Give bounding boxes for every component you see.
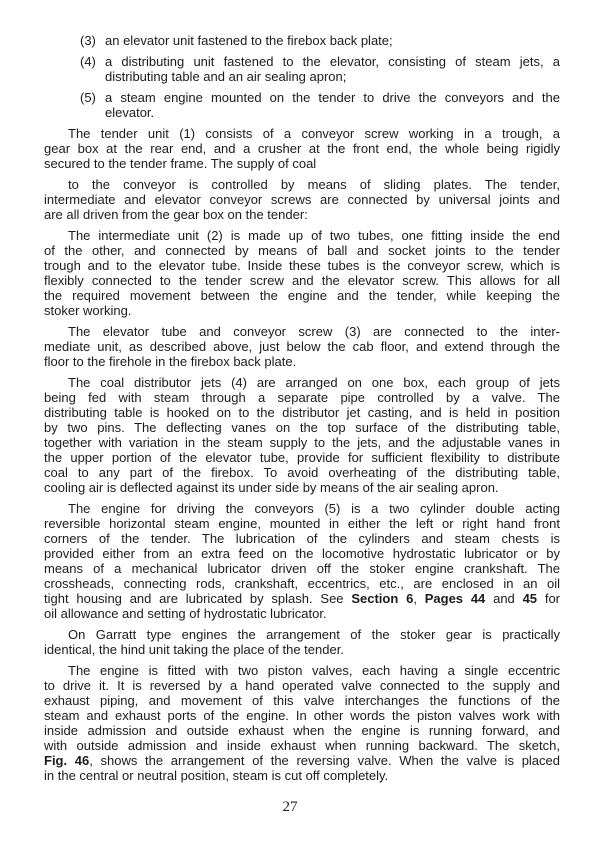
text-line: Fig. 46, shows the arrangement of the reversing valve. When the valve is placed: [44, 753, 560, 768]
paragraph: [44, 177, 560, 222]
text-line: mediate unit, as described above, just below the cab floor, and extend through the: [44, 339, 560, 354]
text-line: trough and to the elevator tube. Inside these tubes is the conveyor screw, which is: [44, 258, 560, 273]
text-line: The coal distributor jets (4) are arranged on one box, each group of jets: [68, 375, 560, 390]
text-line: provided either from an extra feed on the locomotive hydrostatic lubricator or by: [44, 546, 560, 561]
text-line: oil allowance and setting of hydrostatic lubricator.: [44, 606, 327, 621]
bold-text: 45: [522, 591, 538, 606]
text-line: are all driven from the gear box on the tender:: [44, 207, 308, 222]
text-line: floor to the firehole in the firebox back plate.: [44, 354, 297, 369]
list-item-marker: (4): [80, 54, 96, 69]
text-line: a distributing unit fastened to the elevator, consisting of steam jets, a: [105, 54, 560, 69]
list-item-marker: (3): [80, 33, 96, 48]
text-line: exhaust piping, and movement of this valve interchanges the functions of the: [44, 693, 560, 708]
text-line: corners of the tender. The lubrication of the cylinders and steam chests is: [44, 531, 560, 546]
text-line: distributing table is hooked on to the distributor jet casting, and is held in position: [44, 405, 560, 420]
text-line: stoker working.: [44, 303, 132, 318]
text-line: the required movement between the engine and the tender, while keeping the: [44, 288, 560, 303]
text-line: intermediate and elevator conveyor screws are connected by universal joints and: [44, 192, 560, 207]
text-line: The engine for driving the conveyors (5) is a two cylinder double acting: [68, 501, 560, 516]
text-line: distributing table and an air sealing apron;: [105, 69, 347, 84]
paragraph: [44, 627, 560, 657]
paragraph: [44, 126, 560, 171]
text-line: in the central or neutral position, steam is cut off completely.: [44, 768, 389, 783]
text-line: the upper portion of the elevator tube, provide for sufficient flexibility to distribute: [44, 450, 560, 465]
text-body: [44, 33, 560, 789]
text-line: cooling air is deflected against its under side by means of the air sealing apron.: [44, 480, 499, 495]
paragraph: [44, 324, 560, 369]
paragraph: [44, 663, 560, 783]
text-line: coal to any part of the firebox. To avoid overheating of the distributing table,: [44, 465, 560, 480]
text-line: with outside admission and inside exhaust when running backward. The sketch,: [44, 738, 560, 753]
text-line: by two pins. The deflecting vanes on the top surface of the distributing table,: [44, 420, 560, 435]
bold-text: Pages 44: [424, 591, 486, 606]
bold-text: Section 6: [351, 591, 414, 606]
text-line: an elevator unit fastened to the firebox back plate;: [105, 33, 393, 48]
text-line: means of a mechanical lubricator driven off the stoker engine crankshaft. The: [44, 561, 560, 576]
text-line: The intermediate unit (2) is made up of two tubes, one fitting inside the end: [68, 228, 560, 243]
paragraph: [44, 228, 560, 318]
text-line: identical, the hind unit taking the place of the tender.: [44, 642, 344, 657]
text-line: The engine is fitted with two piston valves, each having a single eccentric: [68, 663, 560, 678]
text-line: together with variation in the steam supply to the jets, and the adjustable vanes in: [44, 435, 560, 450]
list-item: [44, 33, 560, 48]
list-item: [44, 90, 560, 120]
list-item: [44, 54, 560, 84]
text-line: to the conveyor is controlled by means of sliding plates. The tender,: [68, 177, 560, 192]
text-line: inside admission and outside exhaust when the engine is running forward, and: [44, 723, 560, 738]
paragraph: [44, 501, 560, 621]
text-line: a steam engine mounted on the tender to drive the conveyors and the: [105, 90, 560, 105]
text-line: tight housing and are lubricated by splash. See Section 6, Pages 44 and 45 for: [44, 591, 561, 606]
text-line: reversible horizontal steam engine, mounted in either the left or right hand front: [44, 516, 560, 531]
list-item-marker: (5): [80, 90, 96, 105]
text-line: On Garratt type engines the arrangement of the stoker gear is practically: [68, 627, 560, 642]
bold-text: Fig. 46: [44, 753, 90, 768]
text-line: secured to the tender frame. The supply of coal: [44, 156, 317, 171]
paragraph: [44, 375, 560, 495]
text-line: The tender unit (1) consists of a conveyor screw working in a trough, a: [68, 126, 560, 141]
page-number: 27: [282, 799, 298, 815]
text-line: to drive it. It is reversed by a hand operated valve connected to the supply and: [44, 678, 560, 693]
text-line: The elevator tube and conveyor screw (3) are connected to the inter-: [68, 324, 560, 339]
text-line: gear box at the rear end, and a crusher at the front end, the whole being rigidly: [44, 141, 560, 156]
text-line: crossheads, connecting rods, crankshaft, eccentrics, etc., are enclosed in an oil: [44, 576, 560, 591]
text-line: steam and exhaust ports of the engine. In other words the piston valves work with: [44, 708, 560, 723]
text-line: flexibly connected to the tender screw and the elevator screw. This allows for all: [44, 273, 560, 288]
text-line: of the other, and connected by means of ball and socket joints to the tender: [44, 243, 560, 258]
text-line: elevator.: [105, 105, 155, 120]
text-line: being fed with steam through a separate pipe controlled by a valve. The: [44, 390, 560, 405]
